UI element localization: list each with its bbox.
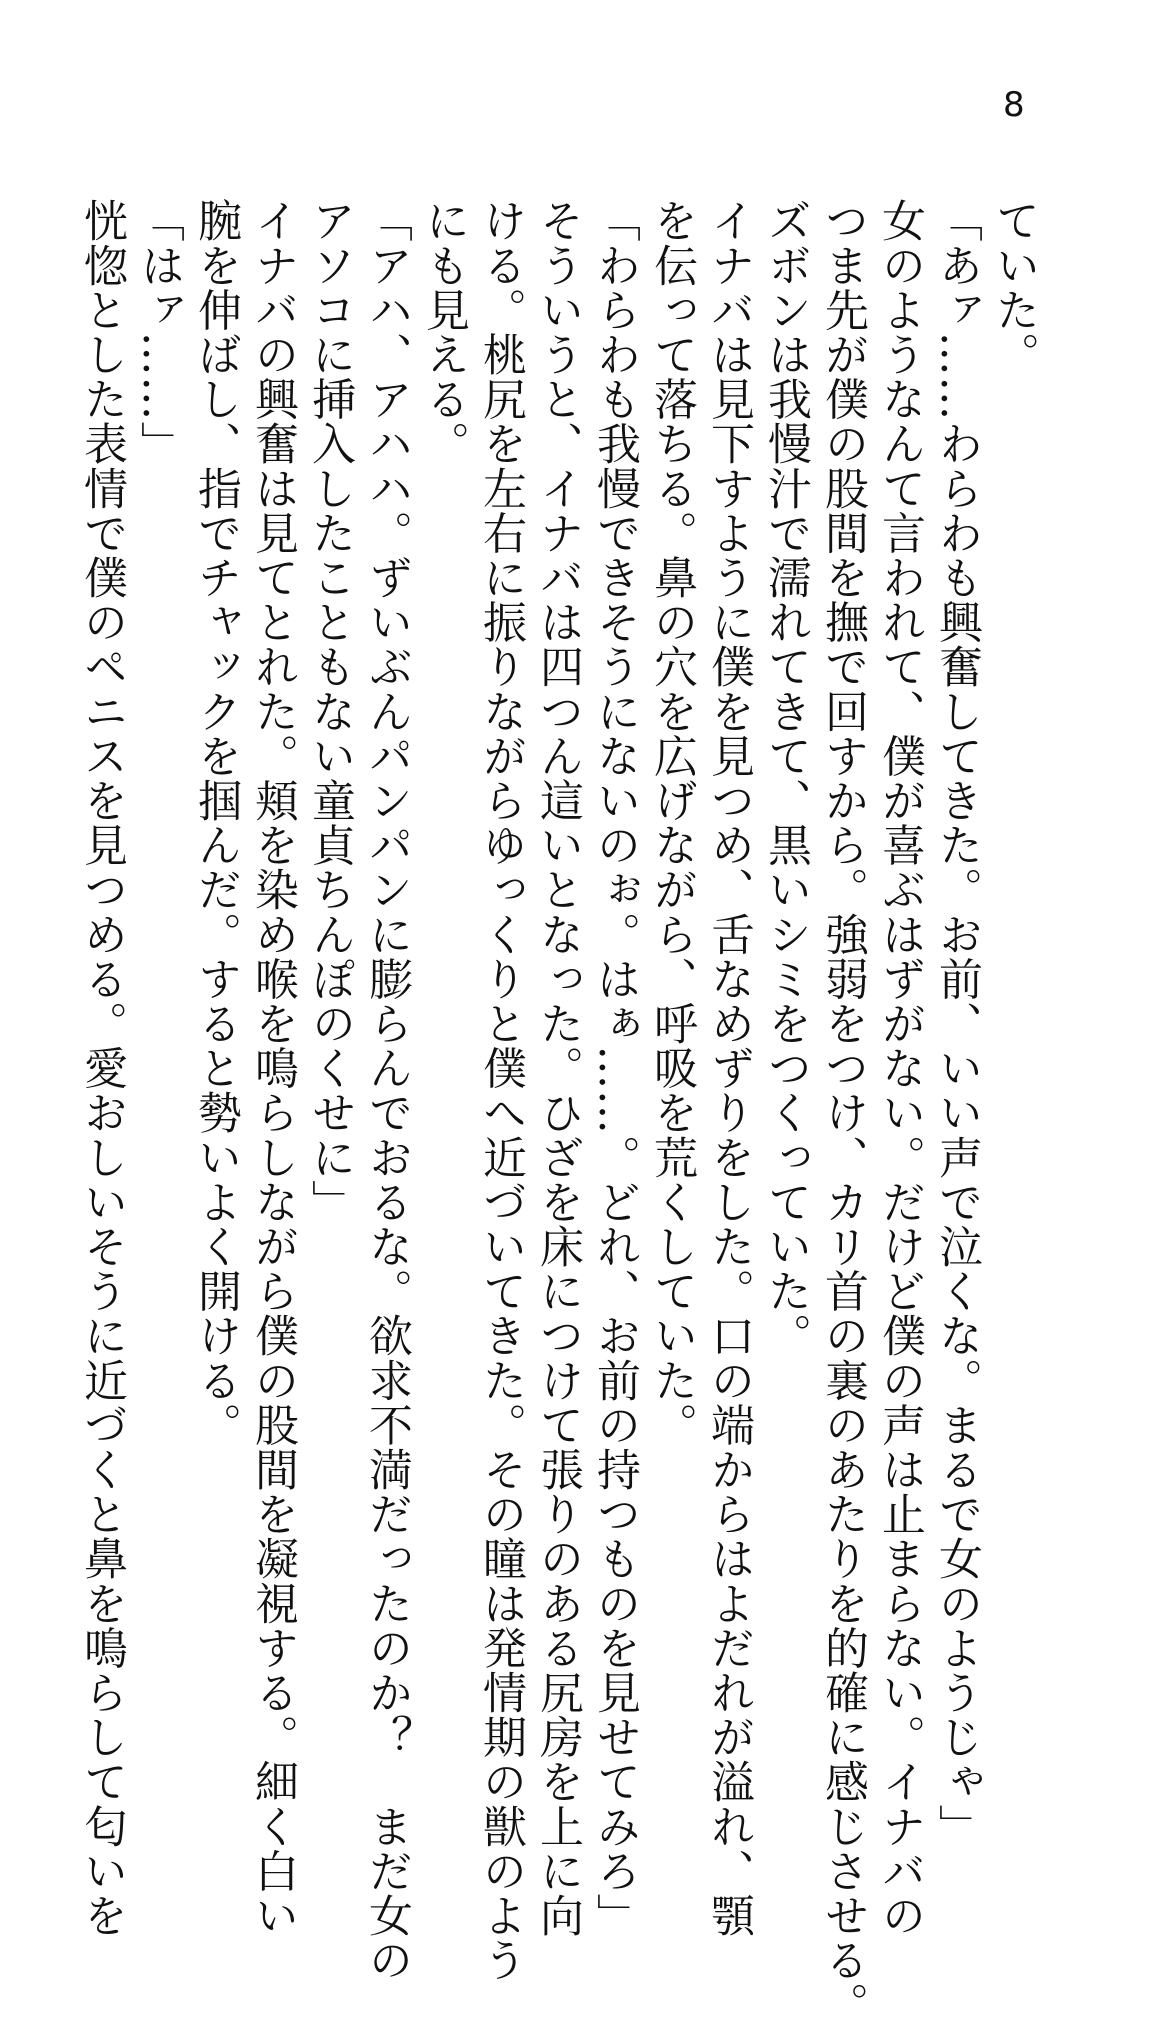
text-line: 女のようなんて言われて、僕が喜ぶはずがない。だけど僕の声は止まらない。イナバの (874, 198, 925, 1938)
text-line: 「あァ……わらわも興奮してきた。お前、いい声で泣くな。まるで女のようじゃ」 (931, 198, 982, 1849)
text-line: 腕を伸ばし、指でチャックを掴んだ。すると勢いよく開ける。 (190, 198, 241, 1447)
text-line: を伝って落ちる。鼻の穴を広げながら、呼吸を荒くしていた。 (646, 198, 697, 1447)
text-line: ていた。 (988, 198, 1039, 377)
text-line: そういうと、イナバは四つん這いとなった。ひざを床につけて張りのある尻房を上に向 (532, 198, 583, 1938)
page-number: 8 (1003, 85, 1025, 125)
text-line: 「わらわも我慢できそうにないのぉ。はぁ……。どれ、お前の持つものを見せてみろ」 (589, 198, 640, 1938)
text-line: 恍惚とした表情で僕のペニスを見つめる。愛おしいそうに近づくと鼻を鳴らして匂いを (76, 198, 127, 1938)
text-line: 「はァ……」 (133, 198, 184, 466)
text-line: 「アハ、アハハ。ずいぶんパンパンに膨らんでおるな。欲求不満だったのか？ まだ女の (361, 198, 412, 1982)
text-line: ける。桃尻を左右に振りながらゆっくりと僕へ近づいてきた。その瞳は発情期の獣のよう (475, 198, 526, 1982)
text-line: ズボンは我慢汁で濡れてきて、黒いシミをつくっていた。 (760, 198, 811, 1358)
text-line: にも見える。 (418, 198, 469, 466)
text-line: イナバの興奮は見てとれた。頬を染め喉を鳴らしながら僕の股間を凝視する。細く白い (247, 198, 298, 1938)
text-line: イナバは見下すように僕を見つめ、舌なめずりをした。口の端からはよだれが溢れ、顎 (703, 198, 754, 1938)
text-line: アソコに挿入したこともない童貞ちんぽのくせに」 (304, 198, 355, 1224)
body-text (73, 198, 1042, 2027)
text-line: つま先が僕の股間を撫で回すから。強弱をつけ、カリ首の裏のあたりを的確に感じさせる。 (817, 198, 868, 2027)
